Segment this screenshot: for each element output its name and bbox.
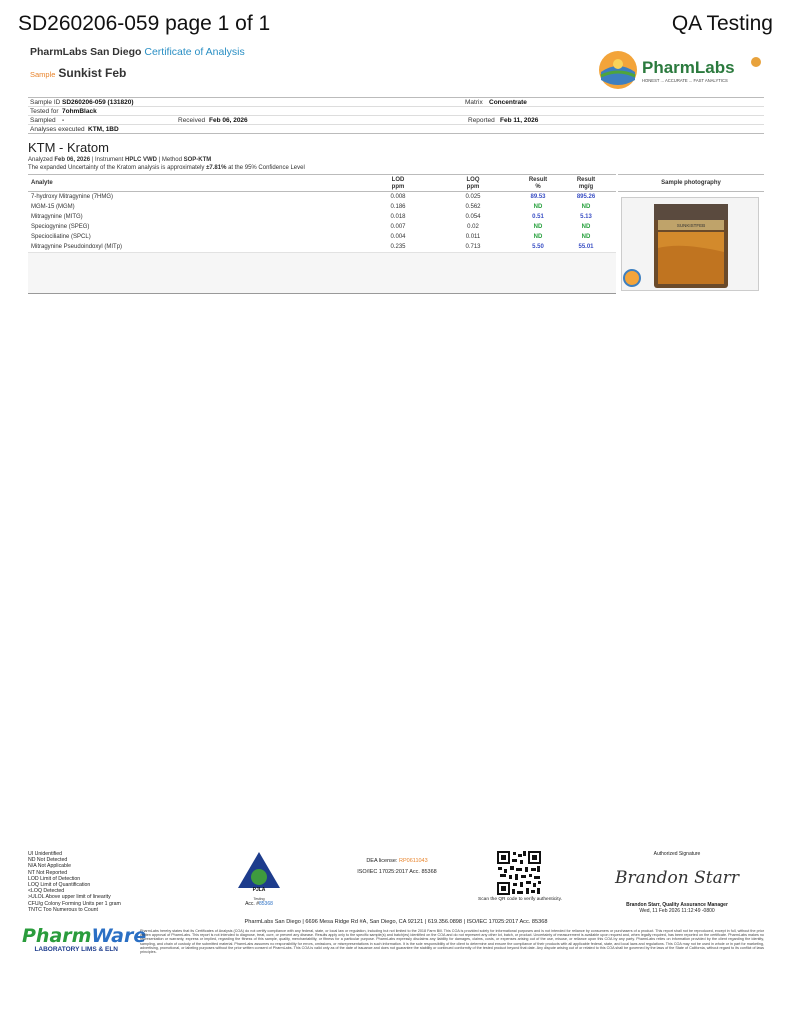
pjla-logo-icon [236,850,282,892]
col-lod-label: LOD [391,177,405,183]
results-table [28,174,616,294]
lod-value: 0.186 [390,204,406,210]
pharmware-sub: LABORATORY LIMS & ELN [34,946,118,953]
qr-code-icon [496,850,542,896]
loq-value: 0.02 [467,224,479,230]
sample-line [30,66,126,80]
page-header-title: QA Testing [671,12,773,35]
dea-license-number: RP0611043 [399,858,428,864]
qr-caption: Scan the QR code to verify authenticity. [478,897,562,902]
sample-name: Sunkist Feb [58,66,127,80]
reported-value: Feb 11, 2026 [500,117,539,124]
legend-item: N/A Not Applicable [28,863,71,870]
legend-item: LOQ Limit of Quantification [28,882,91,889]
lab-line [30,46,245,58]
analyte-name: 7-hydroxy Mitragynine (7HMG) [31,194,114,200]
col-mg-label: Result [576,177,596,183]
matrix-value: Concentrate [489,99,527,106]
instrument-value: HPLC VWD [125,157,157,163]
lod-value: 0.235 [390,244,406,250]
section-title: KTM - Kratom [28,140,109,155]
sample-photo [621,197,759,291]
sample-id-label: Sample ID [30,99,61,106]
matrix-label: Matrix [465,99,483,106]
result-pct: 89.53 [530,194,546,200]
pjla-sub: Testing [253,897,265,901]
pharmware-brand-2: Ware [91,925,147,947]
analyte-name: Mitragynine (MITG) [31,214,83,220]
sampled-label: Sampled [30,117,56,124]
reported-label: Reported [468,117,495,124]
result-pct: ND [533,204,543,210]
analyzed-label: Analyzed [28,157,53,163]
analyses-label: Analyses executed [30,126,85,133]
analyzed-value: Feb 06, 2026 [54,157,91,163]
loq-value: 0.054 [465,214,481,220]
photo-header: Sample photography [618,174,764,192]
loq-value: 0.025 [465,194,481,200]
result-pct: 5.50 [532,244,544,250]
legend-item: UI Unidentified [28,851,63,857]
iso-accreditation: ISO/IEC 17025:2017 Acc. 85368 [357,869,437,875]
result-pct: ND [533,224,543,230]
table-row [28,242,616,253]
received-label: Received [178,117,206,124]
lod-value: 0.018 [390,214,406,220]
legend-item: CFU/g Colony Forming Units per 1 gram [28,900,121,907]
legend-item: ND Not Detected [28,857,68,864]
col-analyte: Analyte [31,180,53,186]
uncertainty-pre: The expanded Uncertainty of the Kratom analysis is approximately [28,165,207,171]
info-row [28,107,764,116]
pharmware-wordmark [22,925,147,947]
info-row [28,97,764,107]
results-table-header [28,175,616,192]
loq-value: 0.562 [465,204,481,210]
pharmware-logo [22,925,147,958]
loq-value: 0.011 [465,234,481,240]
analyte-name: Mitragynine Pseudoindoxyl (MITp) [31,244,123,250]
pjla-acc-label: Acc. # [245,901,259,907]
signature-label: Authorized Signature [653,851,701,857]
sample-label: Sample [30,70,56,79]
signature-script: Brandon Starr [614,868,740,888]
analyte-name: Speciogynine (SPEG) [31,224,90,230]
legend-item: >ULOL Above upper limit of linearity [28,894,111,901]
pharmware-brand-1: Pharm [22,925,92,947]
sample-bag-image [622,198,758,290]
uncertainty-value: ±7.81% [206,165,227,171]
pjla-name: PJLA [252,887,266,892]
abbreviation-legend [28,851,121,913]
result-mg: ND [581,234,591,240]
tested-for-label: Tested for [30,108,59,115]
instrument-label: Instrument [94,157,124,163]
result-mg: ND [581,204,591,210]
info-row [28,125,764,134]
info-row [28,116,764,125]
legend-item: LOD Limit of Detection [28,875,81,882]
lod-value: 0.007 [390,224,406,230]
doc-type: Certificate of Analysis [144,46,245,58]
result-mg: ND [581,224,591,230]
col-loq-unit: ppm [466,184,480,190]
pjla-acc-number: 85368 [259,901,273,907]
received-value: Feb 06, 2026 [209,117,248,124]
page-header-id: SD260206-059 page 1 of 1 [18,12,271,35]
dea-license [352,858,442,875]
footer-address: PharmLabs San Diego | 6696 Mesa Ridge Rd #A, San Diego, CA 92121 | 619.356.0898 | ISO/IEC 17025:2017 Acc. 85368 [244,919,548,925]
col-pct-unit: % [535,184,541,190]
result-pct: 0.51 [532,214,544,220]
pharmlabs-logo [596,46,766,90]
method-value: SOP-KTM [183,157,212,163]
result-mg: 895.26 [576,194,596,200]
analyte-name: MGM-15 (MGM) [31,204,75,210]
legend-item: NT Not Reported [28,869,68,876]
uncertainty-note [28,165,305,171]
col-lod [378,177,418,191]
sampled-value: - [62,117,65,124]
signatory-name: Brandon Starr, Quality Assurance Manager [626,902,728,908]
sample-info-table [28,97,764,134]
col-loq [453,177,493,191]
signature-date: Wed, 11 Feb 2026 11:12:49 -0800 [639,908,715,914]
dea-label: DEA license: [366,858,400,864]
signatory [612,902,742,914]
logo-tagline: HONEST ... ACCURATE ... FAST ANALYTICS [642,78,728,83]
col-loq-label: LOQ [466,177,480,183]
loq-value: 0.713 [465,244,481,250]
lod-value: 0.004 [390,234,406,240]
result-pct: ND [533,234,543,240]
pjla-accreditation [236,850,282,908]
bag-label: SUNKISTFEB [676,223,706,228]
lod-value: 0.008 [390,194,406,200]
col-result-pct [518,177,558,191]
col-pct-label: Result [528,177,548,183]
legal-disclaimer: PharmLabs hereby states that its Certificates of Analysis (COA) do not certify compliance with any federal, state, or local law or regulation, including but not limited to the 2018 Farm Bill. This COA is provided solely for informational purposes and is not intended for reliance by consumers or purchasers of a product. This report shall not be reproduced, except in full, without the prior written approval of PharmLabs. This report is not intended to diagnose, treat, cure, or prevent any disease. Results apply only to the specific sample(s) and batch(es) identified on the COA and do not represent any other lot, batch, or product. Uncertainty of measurement is available upon request and, when legally required, has been reported on the certificate. PharmLabs makes no representation or warranty, express or implied, regarding the fitness of this sample, quality, merchantability, or fitness for a particular purpose. PharmLabs expressly disclaims any liability for damages, claims, costs, or expenses arising out of the use, misuse, or reliance upon this COA by any party. PharmLabs relies on information provided by the client regarding the identity, sampling, and chain of custody of the submitted material. PharmLabs assumes no responsibility for errors, omissions, or misrepresentations in such information. It is the sole responsibility of the client to determine and ensure the compliance of their products with all applicable federal, state, and local laws and regulations. This COA may not be used in whole or in part for marketing, advertising, promotional, or labeling purposes without the prior written consent of PharmLabs. This COA is valid only as of the date of issuance and does not guarantee the stability or continued conformity of the tested product beyond that date. Any dispute arising out of or related to this COA shall be governed by the laws of the State of California, without regard to its conflict of laws principles. [140,929,764,955]
col-result-mg [566,177,606,191]
verification-qr-code[interactable] [496,850,542,896]
section-meta: Analyzed Feb 06, 2026 | Instrument HPLC VWD | Method SOP-KTM [28,157,212,163]
logo-brand: PharmLabs [642,58,735,77]
tested-for-value: 7ohmBlack [62,108,97,115]
col-lod-unit: ppm [391,184,405,190]
pharmlabs-logo-icon [596,46,766,90]
sample-id-value: SD260206-059 (131820) [62,99,134,106]
result-mg: 55.01 [578,244,594,250]
method-label: Method [161,157,182,163]
analyses-value: KTM, 1BD [88,126,119,133]
legend-item: TNTC Too Numerous to Count [28,906,98,913]
analyte-name: Speciociliatine (SPCL) [31,234,91,240]
uncertainty-post: at the 95% Confidence Level [226,165,305,171]
pjla-acc [236,901,282,907]
lab-name: PharmLabs San Diego [30,46,142,58]
col-mg-unit: mg/g [578,184,594,190]
legend-item: <LOQ Detected [28,888,65,895]
result-mg: 5.13 [580,214,592,220]
